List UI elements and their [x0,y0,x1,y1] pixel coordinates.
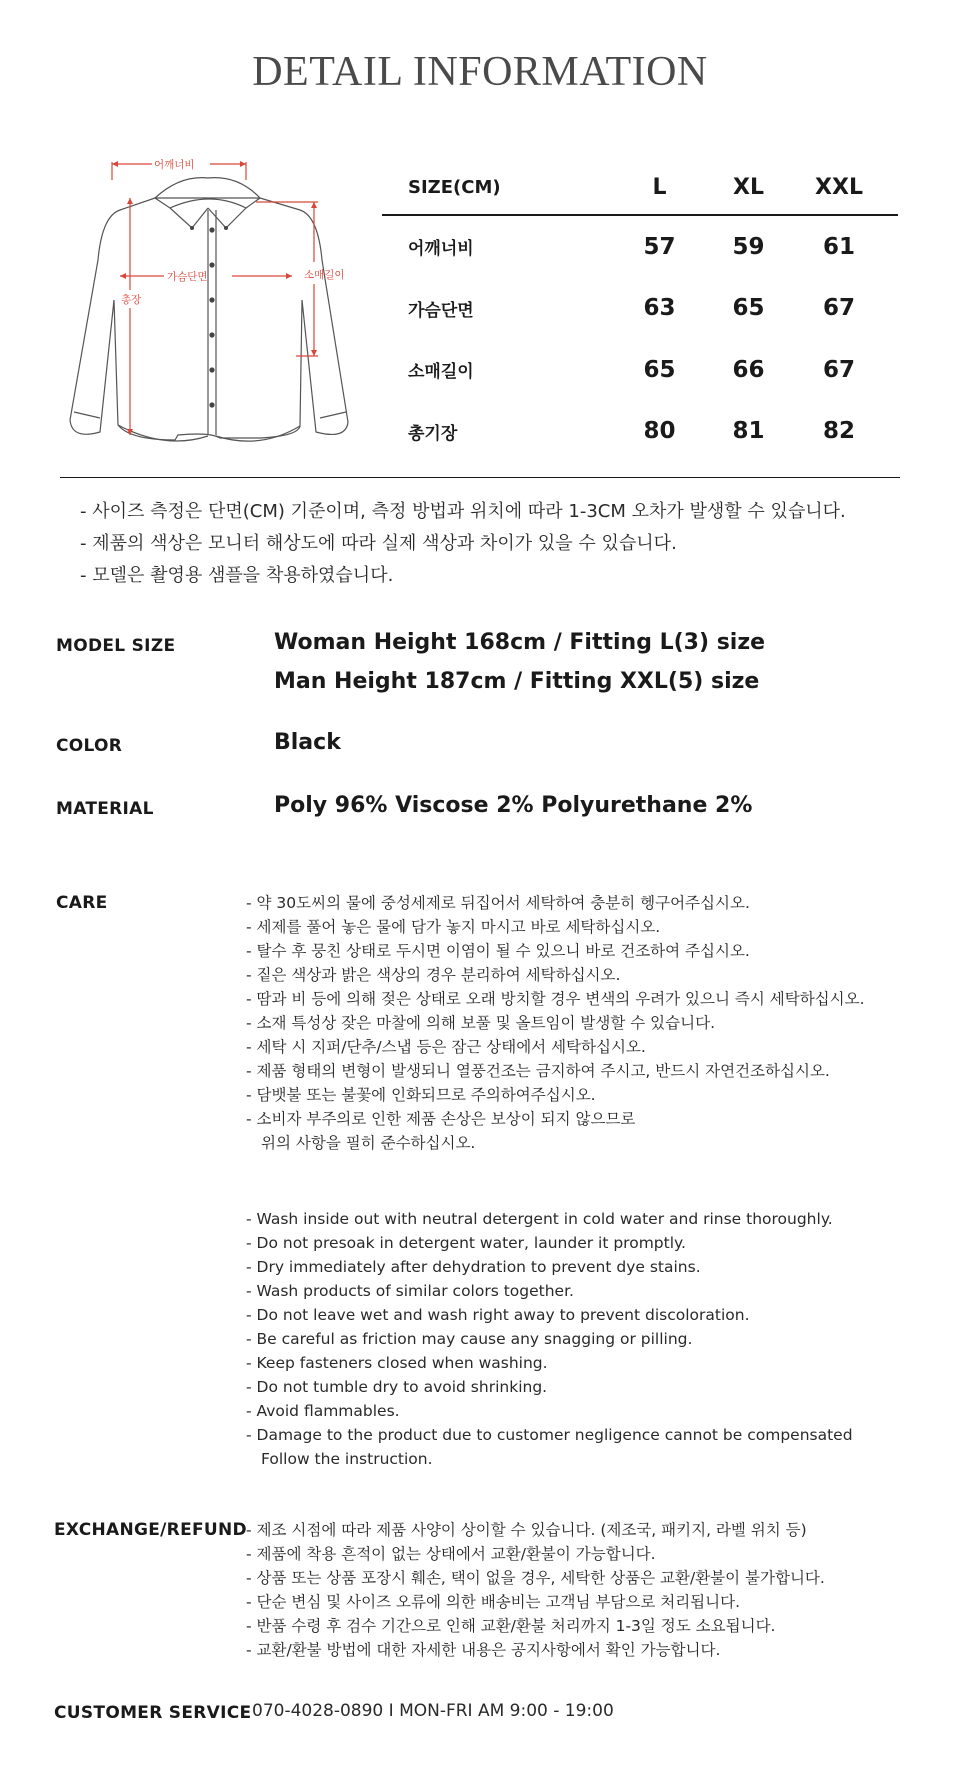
list-item: - 상품 또는 상품 포장시 훼손, 택이 없을 경우, 세탁한 상품은 교환/환불이 불가합니다. [246,1569,825,1587]
size-header-xxl: XXL [815,174,863,200]
shirt-measurement-diagram [60,150,360,450]
list-item: - 소비자 부주의로 인한 제품 손상은 보상이 되지 않으므로 [246,1110,636,1128]
divider [60,477,900,478]
list-item: - Damage to the product due to customer negligence cannot be compensated [246,1426,853,1444]
cell-value: 59 [732,233,765,260]
table-row [382,401,898,463]
list-item: - 반품 수령 후 검수 기간으로 인해 교환/환불 처리까지 1-3일 정도 소요됩니다. [246,1617,776,1635]
list-item: - 제품 형태의 변형이 발생되니 열풍건조는 금지하여 주시고, 반드시 자연건조하십시오. [246,1062,830,1080]
shoulder-label: 어깨너비 [154,159,195,171]
cell-value: 82 [822,418,855,445]
sleeve-label: 소매길이 [304,269,345,281]
cell-value: 63 [643,295,676,322]
cell-value: 65 [643,356,676,383]
material-value: Poly 96% Viscose 2% Polyurethane 2% [274,793,753,818]
size-table [382,160,898,462]
list-item: - Do not tumble dry to avoid shrinking. [246,1378,548,1396]
table-row [382,339,898,401]
list-item: Follow the instruction. [261,1450,433,1468]
length-label: 총장 [121,294,142,306]
list-item: - 교환/환불 방법에 대한 자세한 내용은 공지사항에서 확인 가능합니다. [246,1641,721,1659]
table-row [382,216,898,278]
cell-value: 67 [822,356,855,383]
list-item: - Avoid flammables. [246,1402,400,1420]
care-korean-list [246,891,865,1155]
material-label: MATERIAL [56,799,154,819]
list-item: - Dry immediately after dehydration to prevent dye stains. [246,1258,701,1276]
cell-value: 67 [822,295,855,322]
chest-label: 가슴단면 [167,271,208,283]
list-item: - Be careful as friction may cause any snagging or pilling. [246,1330,693,1348]
row-label: 어깨너비 [408,239,474,260]
care-english-list [246,1207,853,1471]
list-item: - 약 30도씨의 물에 중성세제로 뒤집어서 세탁하여 충분히 헹구어주십시오. [246,894,750,912]
row-label: 가슴단면 [408,300,474,321]
exchange-label: EXCHANGE/REFUND [54,1520,247,1540]
page-title: DETAIL INFORMATION [252,49,708,95]
list-item: - 탈수 후 뭉친 상태로 두시면 이염이 될 수 있으니 바로 건조하여 주십시오. [246,942,750,960]
size-header-label: SIZE(CM) [408,176,501,198]
row-label: 총기장 [408,423,458,444]
customer-service-value: 070-4028-0890 I MON-FRI AM 9:00 - 19:00 [252,1701,614,1721]
list-item: - Do not leave wet and wash right away to prevent discoloration. [246,1306,750,1324]
list-item: - 소재 특성상 잦은 마찰에 의해 보풀 및 올트임이 발생할 수 있습니다. [246,1014,715,1032]
table-row [382,278,898,340]
list-item: - 담뱃불 또는 불꽃에 인화되므로 주의하여주십시오. [246,1086,596,1104]
cell-value: 66 [732,356,765,383]
cell-value: 65 [732,295,765,322]
note-line: - 모델은 촬영용 샘플을 착용하였습니다. [80,565,394,586]
cell-value: 57 [643,233,676,260]
cell-value: 61 [822,233,855,260]
note-line: - 사이즈 측정은 단면(CM) 기준이며, 측정 방법과 위치에 따라 1-3CM 오차가 발생할 수 있습니다. [80,501,846,522]
row-label: 소매길이 [408,362,474,383]
size-notes [80,496,846,592]
list-item: - 제조 시점에 따라 제품 사양이 상이할 수 있습니다. (제조국, 패키지, 라벨 위치 등) [246,1521,807,1539]
model-size-line: Woman Height 168cm / Fitting L(3) size [274,630,766,655]
list-item: - Wash inside out with neutral detergent in cold water and rinse thoroughly. [246,1210,833,1228]
model-size-line: Man Height 187cm / Fitting XXL(5) size [274,669,760,694]
color-value: Black [274,730,341,755]
note-line: - 제품의 색상은 모니터 해상도에 따라 실제 색상과 차이가 있을 수 있습니다. [80,533,677,554]
list-item: - 세탁 시 지퍼/단추/스냅 등은 잠근 상태에서 세탁하십시오. [246,1038,646,1056]
list-item: - 제품에 착용 흔적이 없는 상태에서 교환/환불이 가능합니다. [246,1545,656,1563]
list-item: - Do not presoak in detergent water, launder it promptly. [246,1234,686,1252]
list-item: - Wash products of similar colors together. [246,1282,574,1300]
model-size-label: MODEL SIZE [56,636,176,656]
color-label: COLOR [56,736,123,756]
list-item: - 단순 변심 및 사이즈 오류에 의한 배송비는 고객님 부담으로 처리됩니다. [246,1593,741,1611]
size-header-xl: XL [733,174,764,200]
size-header-l: L [652,174,667,200]
list-item: - 세제를 풀어 놓은 물에 담가 놓지 마시고 바로 세탁하십시오. [246,918,661,936]
exchange-list [246,1518,825,1662]
list-item: - 짙은 색상과 밝은 색상의 경우 분리하여 세탁하십시오. [246,966,621,984]
customer-service-label: CUSTOMER SERVICE [54,1703,252,1723]
size-table-header [382,160,898,216]
list-item: 위의 사항을 필히 준수하십시오. [261,1134,476,1152]
cell-value: 81 [732,418,765,445]
care-label: CARE [56,893,108,913]
cell-value: 80 [643,418,676,445]
list-item: - 땀과 비 등에 의해 젖은 상태로 오래 방치할 경우 변색의 우려가 있으니 즉시 세탁하십시오. [246,990,865,1008]
list-item: - Keep fasteners closed when washing. [246,1354,548,1372]
